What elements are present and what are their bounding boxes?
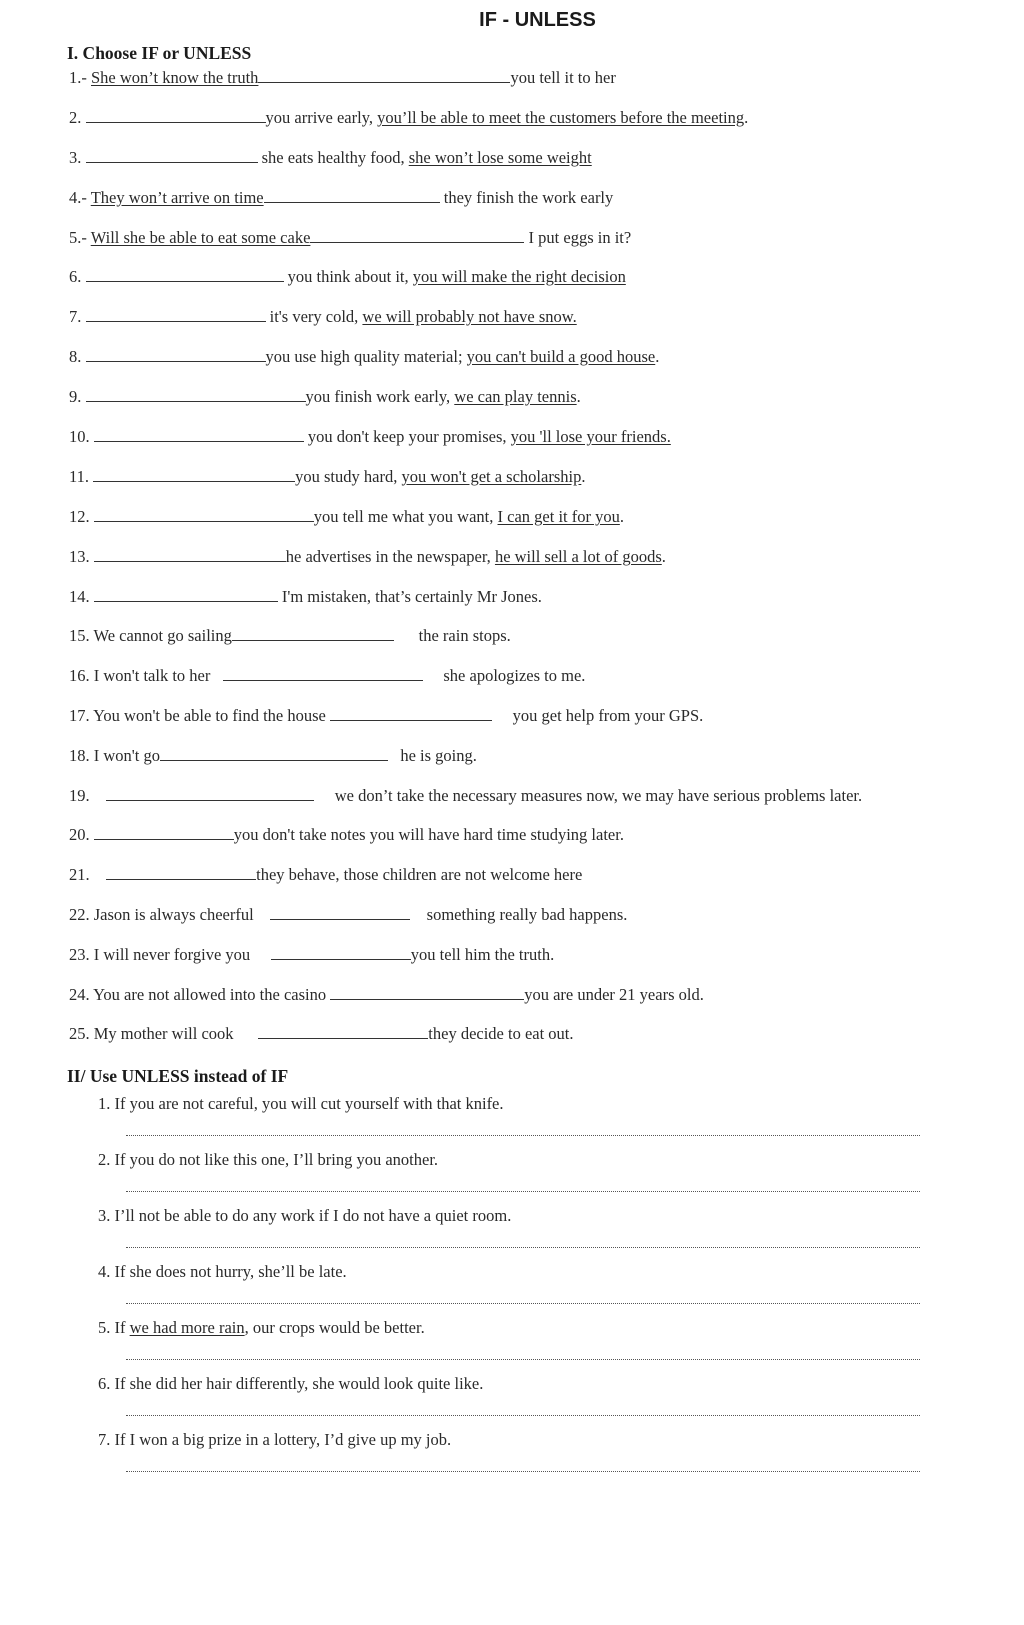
answer-dotted-line[interactable] <box>126 1247 920 1248</box>
answer-blank[interactable] <box>223 666 423 681</box>
exercise-item-17: 17. You won't be able to find the house you get help from your GPS. <box>69 706 704 725</box>
answer-blank[interactable] <box>86 148 258 163</box>
exercise-item-10: 10. you don't keep your promises, you 'll lose your friends. <box>69 427 671 446</box>
answer-blank[interactable] <box>330 706 492 721</box>
answer-blank[interactable] <box>94 587 278 602</box>
exercise-item-1: 1.- She won’t know the truth you tell it to her <box>69 68 616 87</box>
exercise-item-20: 20. you don't take notes you will have hard time studying later. <box>69 825 624 844</box>
exercise-item-8: 8. you use high quality material; you can't build a good house. <box>69 347 660 366</box>
exercise-item-22: 22. Jason is always cheerful something really bad happens. <box>69 905 628 924</box>
exercise-item-6: 6. you think about it, you will make the right decision <box>69 267 626 286</box>
answer-blank[interactable] <box>258 1024 428 1039</box>
exercise-item-9: 9. you finish work early, we can play tennis. <box>69 387 581 406</box>
exercise-item-16: 16. I won't talk to her she apologizes to me. <box>69 666 586 685</box>
answer-blank[interactable] <box>264 188 440 203</box>
section-2-heading: II/ Use UNLESS instead of IF <box>67 1066 289 1086</box>
rewrite-item-1: 1. If you are not careful, you will cut yourself with that knife. <box>98 1094 504 1113</box>
rewrite-item-2: 2. If you do not like this one, I’ll bring you another. <box>98 1150 439 1169</box>
answer-dotted-line[interactable] <box>126 1303 920 1304</box>
exercise-item-11: 11. you study hard, you won't get a scholarship. <box>69 467 586 486</box>
answer-blank[interactable] <box>94 547 286 562</box>
exercise-item-25: 25. My mother will cook they decide to eat out. <box>69 1024 574 1043</box>
rewrite-item-4: 4. If she does not hurry, she’ll be late. <box>98 1262 347 1281</box>
exercise-item-21: 21. they behave, those children are not welcome here <box>69 865 583 884</box>
exercise-item-14: 14. I'm mistaken, that’s certainly Mr Jones. <box>69 587 542 606</box>
answer-blank[interactable] <box>94 825 234 840</box>
page-title: IF - UNLESS <box>479 9 596 31</box>
answer-blank[interactable] <box>310 228 524 243</box>
section-1-heading: I. Choose IF or UNLESS <box>67 43 252 63</box>
answer-dotted-line[interactable] <box>126 1191 920 1192</box>
answer-blank[interactable] <box>86 347 266 362</box>
exercise-item-19: 19. we don’t take the necessary measures now, we may have serious problems later. <box>69 786 863 805</box>
answer-dotted-line[interactable] <box>126 1135 920 1136</box>
exercise-item-4: 4.- They won’t arrive on time they finish the work early <box>69 188 614 207</box>
answer-blank[interactable] <box>232 626 394 641</box>
rewrite-item-3: 3. I’ll not be able to do any work if I do not have a quiet room. <box>98 1206 512 1225</box>
answer-blank[interactable] <box>86 267 284 282</box>
answer-blank[interactable] <box>106 865 256 880</box>
answer-blank[interactable] <box>86 387 306 402</box>
answer-blank[interactable] <box>106 786 314 801</box>
exercise-item-18: 18. I won't go he is going. <box>69 746 477 765</box>
answer-blank[interactable] <box>94 427 304 442</box>
answer-blank[interactable] <box>330 985 524 1000</box>
rewrite-item-7: 7. If I won a big prize in a lottery, I’d give up my job. <box>98 1430 452 1449</box>
exercise-item-2: 2. you arrive early, you’ll be able to meet the customers before the meeting. <box>69 108 749 127</box>
answer-blank[interactable] <box>86 108 266 123</box>
rewrite-item-6: 6. If she did her hair differently, she would look quite like. <box>98 1374 484 1393</box>
answer-blank[interactable] <box>93 467 295 482</box>
exercise-item-23: 23. I will never forgive you you tell him the truth. <box>69 945 555 964</box>
exercise-item-12: 12. you tell me what you want, I can get it for you. <box>69 507 624 526</box>
answer-blank[interactable] <box>271 945 411 960</box>
exercise-item-5: 5.- Will she be able to eat some cake I put eggs in it? <box>69 228 632 247</box>
exercise-item-13: 13. he advertises in the newspaper, he will sell a lot of goods. <box>69 547 666 566</box>
answer-blank[interactable] <box>270 905 410 920</box>
answer-dotted-line[interactable] <box>126 1471 920 1472</box>
rewrite-item-5: 5. If we had more rain, our crops would be better. <box>98 1318 425 1337</box>
answer-dotted-line[interactable] <box>126 1359 920 1360</box>
answer-blank[interactable] <box>160 746 388 761</box>
answer-dotted-line[interactable] <box>126 1415 920 1416</box>
exercise-item-24: 24. You are not allowed into the casino you are under 21 years old. <box>69 985 704 1004</box>
answer-blank[interactable] <box>86 307 266 322</box>
exercise-item-7: 7. it's very cold, we will probably not have snow. <box>69 307 577 326</box>
exercise-item-15: 15. We cannot go sailing the rain stops. <box>69 626 511 645</box>
exercise-item-3: 3. she eats healthy food, she won’t lose some weight <box>69 148 592 167</box>
answer-blank[interactable] <box>94 507 314 522</box>
answer-blank[interactable] <box>258 68 510 83</box>
